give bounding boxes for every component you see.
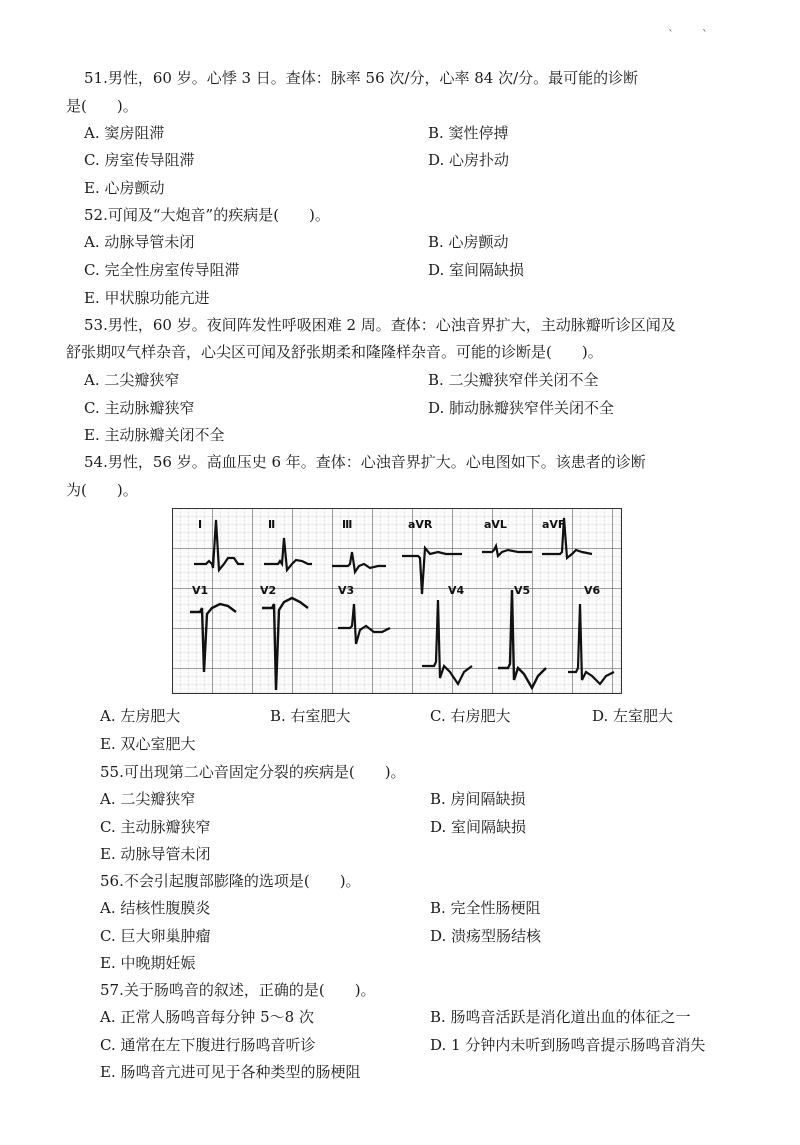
option-b[interactable]: B. 右室肥大 xyxy=(270,707,351,725)
question-stem-line: 舒张期叹气样杂音，心尖区可闻及舒张期柔和隆隆样杂音。可能的诊断是( )。 xyxy=(66,343,603,361)
option-c[interactable]: C. 完全性房室传导阻滞 xyxy=(84,261,240,279)
option-c[interactable]: C. 房室传导阻滞 xyxy=(84,151,195,169)
lead-label-v1: V1 xyxy=(192,584,209,597)
corner-mark: ` ` xyxy=(668,28,720,42)
lead-label-avr: aVR xyxy=(408,518,433,531)
question-stem-line: 54.男性，56 岁。高血压史 6 年。查体：心浊音界扩大。心电图如下。该患者的诊断 xyxy=(84,453,646,471)
option-a[interactable]: A. 二尖瓣狭窄 xyxy=(84,371,180,389)
option-b[interactable]: B. 二尖瓣狭窄伴关闭不全 xyxy=(428,371,599,389)
question-stem-line: 53.男性，60 岁。夜间阵发性呼吸困难 2 周。查体：心浊音界扩大，主动脉瓣听诊区闻及 xyxy=(84,316,676,334)
ecg-graph xyxy=(172,508,622,694)
option-d[interactable]: D. 肺动脉瓣狭窄伴关闭不全 xyxy=(428,399,615,417)
option-d[interactable]: D. 室间隔缺损 xyxy=(428,261,525,279)
option-c[interactable]: C. 巨大卵巢肿瘤 xyxy=(100,927,211,945)
lead-label-avl: aVL xyxy=(484,518,507,531)
option-d[interactable]: D. 室间隔缺损 xyxy=(430,818,527,836)
lead-label-ii: Ⅱ xyxy=(268,518,276,531)
question-stem-line: 为( )。 xyxy=(66,481,138,499)
question-stem-line: 57.关于肠鸣音的叙述，正确的是( )。 xyxy=(100,981,376,999)
option-e[interactable]: E. 心房颤动 xyxy=(84,179,165,197)
option-e[interactable]: E. 动脉导管未闭 xyxy=(100,845,211,863)
option-e[interactable]: E. 主动脉瓣关闭不全 xyxy=(84,426,225,444)
lead-label-v5: V5 xyxy=(514,584,531,597)
lead-label-iii: Ⅲ xyxy=(342,518,353,531)
question-stem-line: 55.可出现第二心音固定分裂的疾病是( )。 xyxy=(100,763,406,781)
option-d[interactable]: D. 溃疡型肠结核 xyxy=(430,927,542,945)
option-e[interactable]: E. 甲状腺功能亢进 xyxy=(84,289,210,307)
option-d[interactable]: D. 心房扑动 xyxy=(428,151,510,169)
option-a[interactable]: A. 结核性腹膜炎 xyxy=(100,899,211,917)
option-d[interactable]: D. 1 分钟内未听到肠鸣音提示肠鸣音消失 xyxy=(430,1036,706,1054)
option-b[interactable]: B. 心房颤动 xyxy=(428,233,509,251)
option-e[interactable]: E. 肠鸣音亢进可见于各种类型的肠梗阻 xyxy=(100,1063,361,1081)
option-e[interactable]: E. 中晚期妊娠 xyxy=(100,954,196,972)
option-a[interactable]: A. 正常人肠鸣音每分钟 5～8 次 xyxy=(100,1008,314,1026)
lead-label-v6: V6 xyxy=(584,584,601,597)
option-c[interactable]: C. 主动脉瓣狭窄 xyxy=(100,818,211,836)
option-b[interactable]: B. 完全性肠梗阻 xyxy=(430,899,541,917)
option-b[interactable]: B. 肠鸣音活跃是消化道出血的体征之一 xyxy=(430,1008,691,1026)
option-c[interactable]: C. 通常在左下腹进行肠鸣音听诊 xyxy=(100,1036,316,1054)
option-c[interactable]: C. 主动脉瓣狭窄 xyxy=(84,399,195,417)
lead-label-v3: V3 xyxy=(338,584,355,597)
option-c[interactable]: C. 右房肥大 xyxy=(430,707,511,725)
question-stem-line: 是( )。 xyxy=(66,97,138,115)
option-a[interactable]: A. 动脉导管未闭 xyxy=(84,233,195,251)
ecg-figure xyxy=(172,508,622,694)
lead-label-v4: V4 xyxy=(448,584,465,597)
option-a[interactable]: A. 左房肥大 xyxy=(100,707,181,725)
option-b[interactable]: B. 房间隔缺损 xyxy=(430,790,526,808)
lead-label-i: Ⅰ xyxy=(198,518,203,531)
option-d[interactable]: D. 左室肥大 xyxy=(592,707,674,725)
question-stem-line: 51.男性，60 岁。心悸 3 日。查体：脉率 56 次/分，心率 84 次/分。最可能的诊断 xyxy=(84,69,639,87)
option-a[interactable]: A. 窦房阻滞 xyxy=(84,124,165,142)
question-stem-line: 56.不会引起腹部膨隆的选项是( )。 xyxy=(100,872,361,890)
option-a[interactable]: A. 二尖瓣狭窄 xyxy=(100,790,196,808)
question-stem-line: 52.可闻及“大炮音”的疾病是( )。 xyxy=(84,206,330,224)
lead-label-avf: aVF xyxy=(542,518,566,531)
option-e[interactable]: E. 双心室肥大 xyxy=(100,735,196,753)
option-b[interactable]: B. 窦性停搏 xyxy=(428,124,509,142)
lead-label-v2: V2 xyxy=(260,584,277,597)
